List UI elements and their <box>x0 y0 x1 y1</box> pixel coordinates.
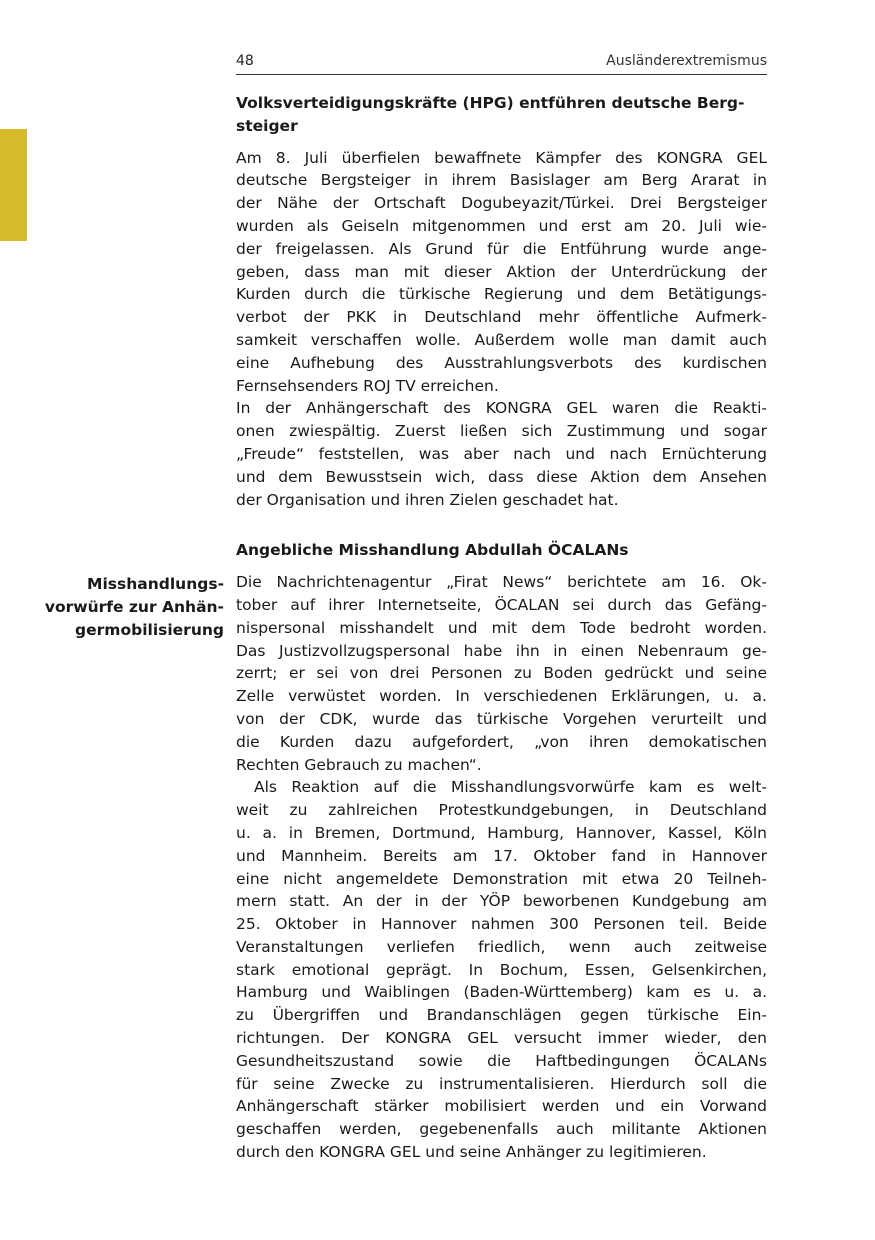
text-line: zerrt; er sei von drei Personen zu Boden gedrückt und seine <box>236 664 767 683</box>
text-line: In der Anhängerschaft des KONGRA GEL waren die Reakti- <box>236 399 767 418</box>
text-line: von der CDK, wurde das türkische Vorgehen verurteilt und <box>236 709 767 728</box>
main-text-column <box>236 92 767 1164</box>
text-line: deutsche Bergsteiger in ihrem Basislager am Berg Ararat in <box>236 171 767 190</box>
chapter-accent-bar <box>0 129 27 241</box>
heading-line: steiger <box>236 116 298 135</box>
text-line: Als Reaktion auf die Misshandlungsvorwürfe kam es welt- <box>254 778 767 797</box>
text-line: samkeit verschaffen wolle. Außerdem wolle man damit auch <box>236 330 767 349</box>
text-line: für seine Zwecke zu instrumentalisieren. Hierdurch soll die <box>236 1074 767 1093</box>
paragraph-reactions <box>236 397 767 511</box>
text-line: Anhängerschaft stärker mobilisiert werden und ein Vorwand <box>236 1097 767 1116</box>
text-line: der freigelassen. Als Grund für die Entführung wurde ange- <box>236 239 767 258</box>
page-number: 48 <box>236 53 254 69</box>
text-line: Kurden durch die türkische Regierung und dem Betätigungs- <box>236 285 767 304</box>
text-line: wurden als Geiseln mitgenommen und erst am 20. Juli wie- <box>236 216 767 235</box>
text-line: geschaffen werden, gegebenenfalls auch militante Aktionen <box>236 1120 767 1139</box>
text-line: tober auf ihrer Internetseite, ÖCALAN sei durch das Gefäng- <box>236 595 767 614</box>
paragraph-firat-news <box>236 571 767 776</box>
text-line: richtungen. Der KONGRA GEL versucht immer wieder, den <box>236 1029 767 1048</box>
text-line: Veranstaltungen verliefen friedlich, wenn auch zeitweise <box>236 937 767 956</box>
text-line: der Organisation und ihren Zielen geschadet hat. <box>236 490 619 509</box>
text-line: „Freude“ feststellen, was aber nach und nach Ernüchterung <box>236 444 767 463</box>
text-line: eine nicht angemeldete Demonstration mit etwa 20 Teilneh- <box>236 869 767 888</box>
text-line: weit zu zahlreichen Protestkundgebungen, in Deutschland <box>236 801 767 820</box>
heading-line: Volksverteidigungskräfte (HPG) entführen deutsche Berg- <box>236 94 745 112</box>
margin-note-line: germobilisierung <box>75 620 224 639</box>
text-line: u. a. in Bremen, Dortmund, Hamburg, Hannover, Kassel, Köln <box>236 823 767 842</box>
paragraph-kidnapping <box>236 147 767 398</box>
text-line: Die Nachrichtenagentur „Firat News“ berichtete am 16. Ok- <box>236 573 767 592</box>
text-line: nispersonal misshandelt und mit dem Tode bedroht worden. <box>236 618 767 637</box>
text-line: Am 8. Juli überfielen bewaffnete Kämpfer des KONGRA GEL <box>236 148 767 167</box>
section-heading-hpg <box>236 92 767 138</box>
text-line: onen zwiespältig. Zuerst ließen sich Zustimmung und sogar <box>236 422 767 441</box>
text-line: und Mannheim. Bereits am 17. Oktober fand in Hannover <box>236 846 767 865</box>
text-line: die Kurden dazu aufgefordert, „von ihren demokatischen <box>236 732 767 751</box>
text-line: stark emotional geprägt. In Bochum, Essen, Gelsenkirchen, <box>236 960 767 979</box>
text-line: zu Übergriffen und Brandanschlägen gegen türkische Ein- <box>236 1006 767 1025</box>
text-line: Rechten Gebrauch zu machen“. <box>236 755 482 774</box>
text-line: Das Justizvollzugspersonal habe ihn in einen Nebenraum ge- <box>236 641 767 660</box>
text-line: 25. Oktober in Hannover nahmen 300 Personen teil. Beide <box>236 915 767 934</box>
page-header <box>236 52 767 75</box>
paragraph-protests <box>236 776 767 1164</box>
running-title: Ausländerextremismus <box>606 53 767 69</box>
text-line: der Nähe der Ortschaft Dogubeyazit/Türkei. Drei Bergsteiger <box>236 194 767 213</box>
text-line: geben, dass man mit dieser Aktion der Unterdrückung der <box>236 262 767 281</box>
text-line: und dem Bewusstsein wich, dass diese Aktion dem Ansehen <box>236 467 767 486</box>
text-line: Gesundheitszustand sowie die Haftbedingungen ÖCALANs <box>236 1051 767 1070</box>
text-line: durch den KONGRA GEL und seine Anhänger zu legitimieren. <box>236 1143 707 1162</box>
text-line: Hamburg und Waiblingen (Baden-Württemberg) kam es u. a. <box>236 983 767 1002</box>
text-line: mern statt. An der in der YÖP beworbenen Kundgebung am <box>236 892 767 911</box>
text-line: verbot der PKK in Deutschland mehr öffentliche Aufmerk- <box>236 308 767 327</box>
text-line: Fernsehsenders ROJ TV erreichen. <box>236 376 499 395</box>
margin-note-line: vorwürfe zur Anhän- <box>44 597 224 616</box>
margin-note-line: Misshandlungs- <box>87 575 224 593</box>
text-line: eine Aufhebung des Ausstrahlungsverbots des kurdischen <box>236 353 767 372</box>
text-line: Zelle verwüstet worden. In verschiedenen Erklärungen, u. a. <box>236 687 767 706</box>
section-heading-ocalan: Angebliche Misshandlung Abdullah ÖCALANs <box>236 541 629 560</box>
margin-note <box>20 573 224 641</box>
